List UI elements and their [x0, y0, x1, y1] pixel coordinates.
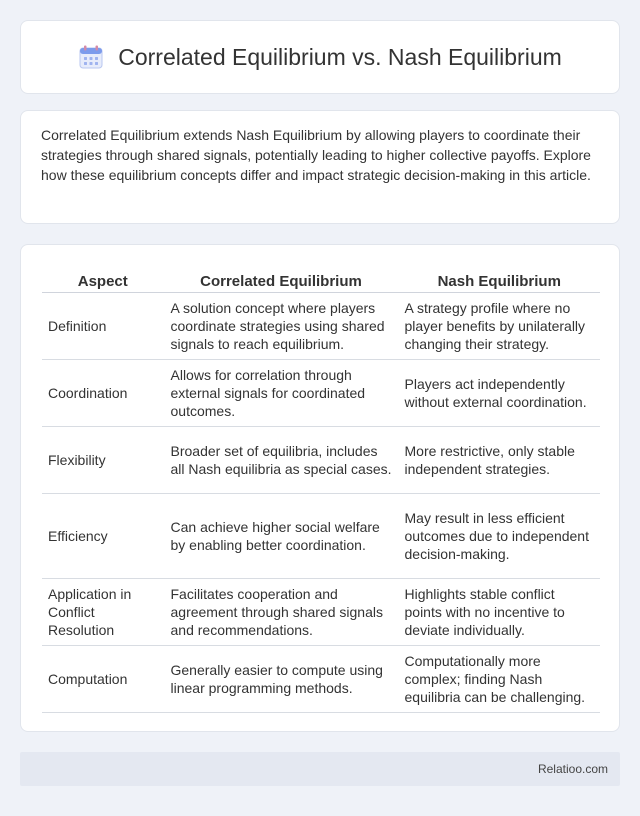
table-row: [42, 426, 600, 493]
row-aspect: Definition: [42, 292, 164, 359]
table-row: [42, 578, 600, 645]
row-correlated: A solution concept where players coordinate strategies using shared signals to reach equilibrium.: [164, 292, 398, 359]
row-correlated: Generally easier to compute using linear programming methods.: [164, 645, 398, 712]
row-aspect: Efficiency: [42, 493, 164, 578]
table-header-row: [42, 265, 600, 292]
intro-paragraph: Correlated Equilibrium extends Nash Equilibrium by allowing players to coordinate their strategies through shared signals, potentially leading to higher collective payoffs. Explore how these equilibrium concepts differ and impact strategic decision-making in this article.: [41, 127, 591, 183]
row-correlated: Broader set of equilibria, includes all Nash equilibria as special cases.: [164, 426, 398, 493]
calendar-icon: [78, 44, 104, 70]
footer: [20, 752, 620, 786]
row-nash: A strategy profile where no player benefits by unilaterally changing their strategy.: [398, 292, 600, 359]
row-nash: More restrictive, only stable independent strategies.: [398, 426, 600, 493]
row-aspect: Application in Conflict Resolution: [42, 578, 164, 645]
table-row: [42, 359, 600, 426]
table-row: [42, 493, 600, 578]
row-aspect: Computation: [42, 645, 164, 712]
row-aspect: Coordination: [42, 359, 164, 426]
comparison-table: [42, 265, 600, 713]
table-row: [42, 292, 600, 359]
header-nash: Nash Equilibrium: [398, 265, 600, 292]
intro-card: [20, 110, 620, 224]
comparison-card: [20, 244, 620, 732]
row-nash: Highlights stable conflict points with no incentive to deviate individually.: [398, 578, 600, 645]
row-correlated: Can achieve higher social welfare by enabling better coordination.: [164, 493, 398, 578]
row-correlated: Allows for correlation through external signals for coordinated outcomes.: [164, 359, 398, 426]
title-card: [20, 20, 620, 94]
row-nash: Computationally more complex; finding Nash equilibria can be challenging.: [398, 645, 600, 712]
row-nash: May result in less efficient outcomes due to independent decision-making.: [398, 493, 600, 578]
footer-site-link[interactable]: Relatioo.com: [537, 762, 608, 776]
header-aspect: Aspect: [42, 265, 164, 292]
header-correlated: Correlated Equilibrium: [164, 265, 398, 292]
page-title: Correlated Equilibrium vs. Nash Equilibrium: [118, 43, 562, 70]
row-aspect: Flexibility: [42, 426, 164, 493]
row-correlated: Facilitates cooperation and agreement through shared signals and recommendations.: [164, 578, 398, 645]
table-row: [42, 645, 600, 712]
row-nash: Players act independently without external coordination.: [398, 359, 600, 426]
